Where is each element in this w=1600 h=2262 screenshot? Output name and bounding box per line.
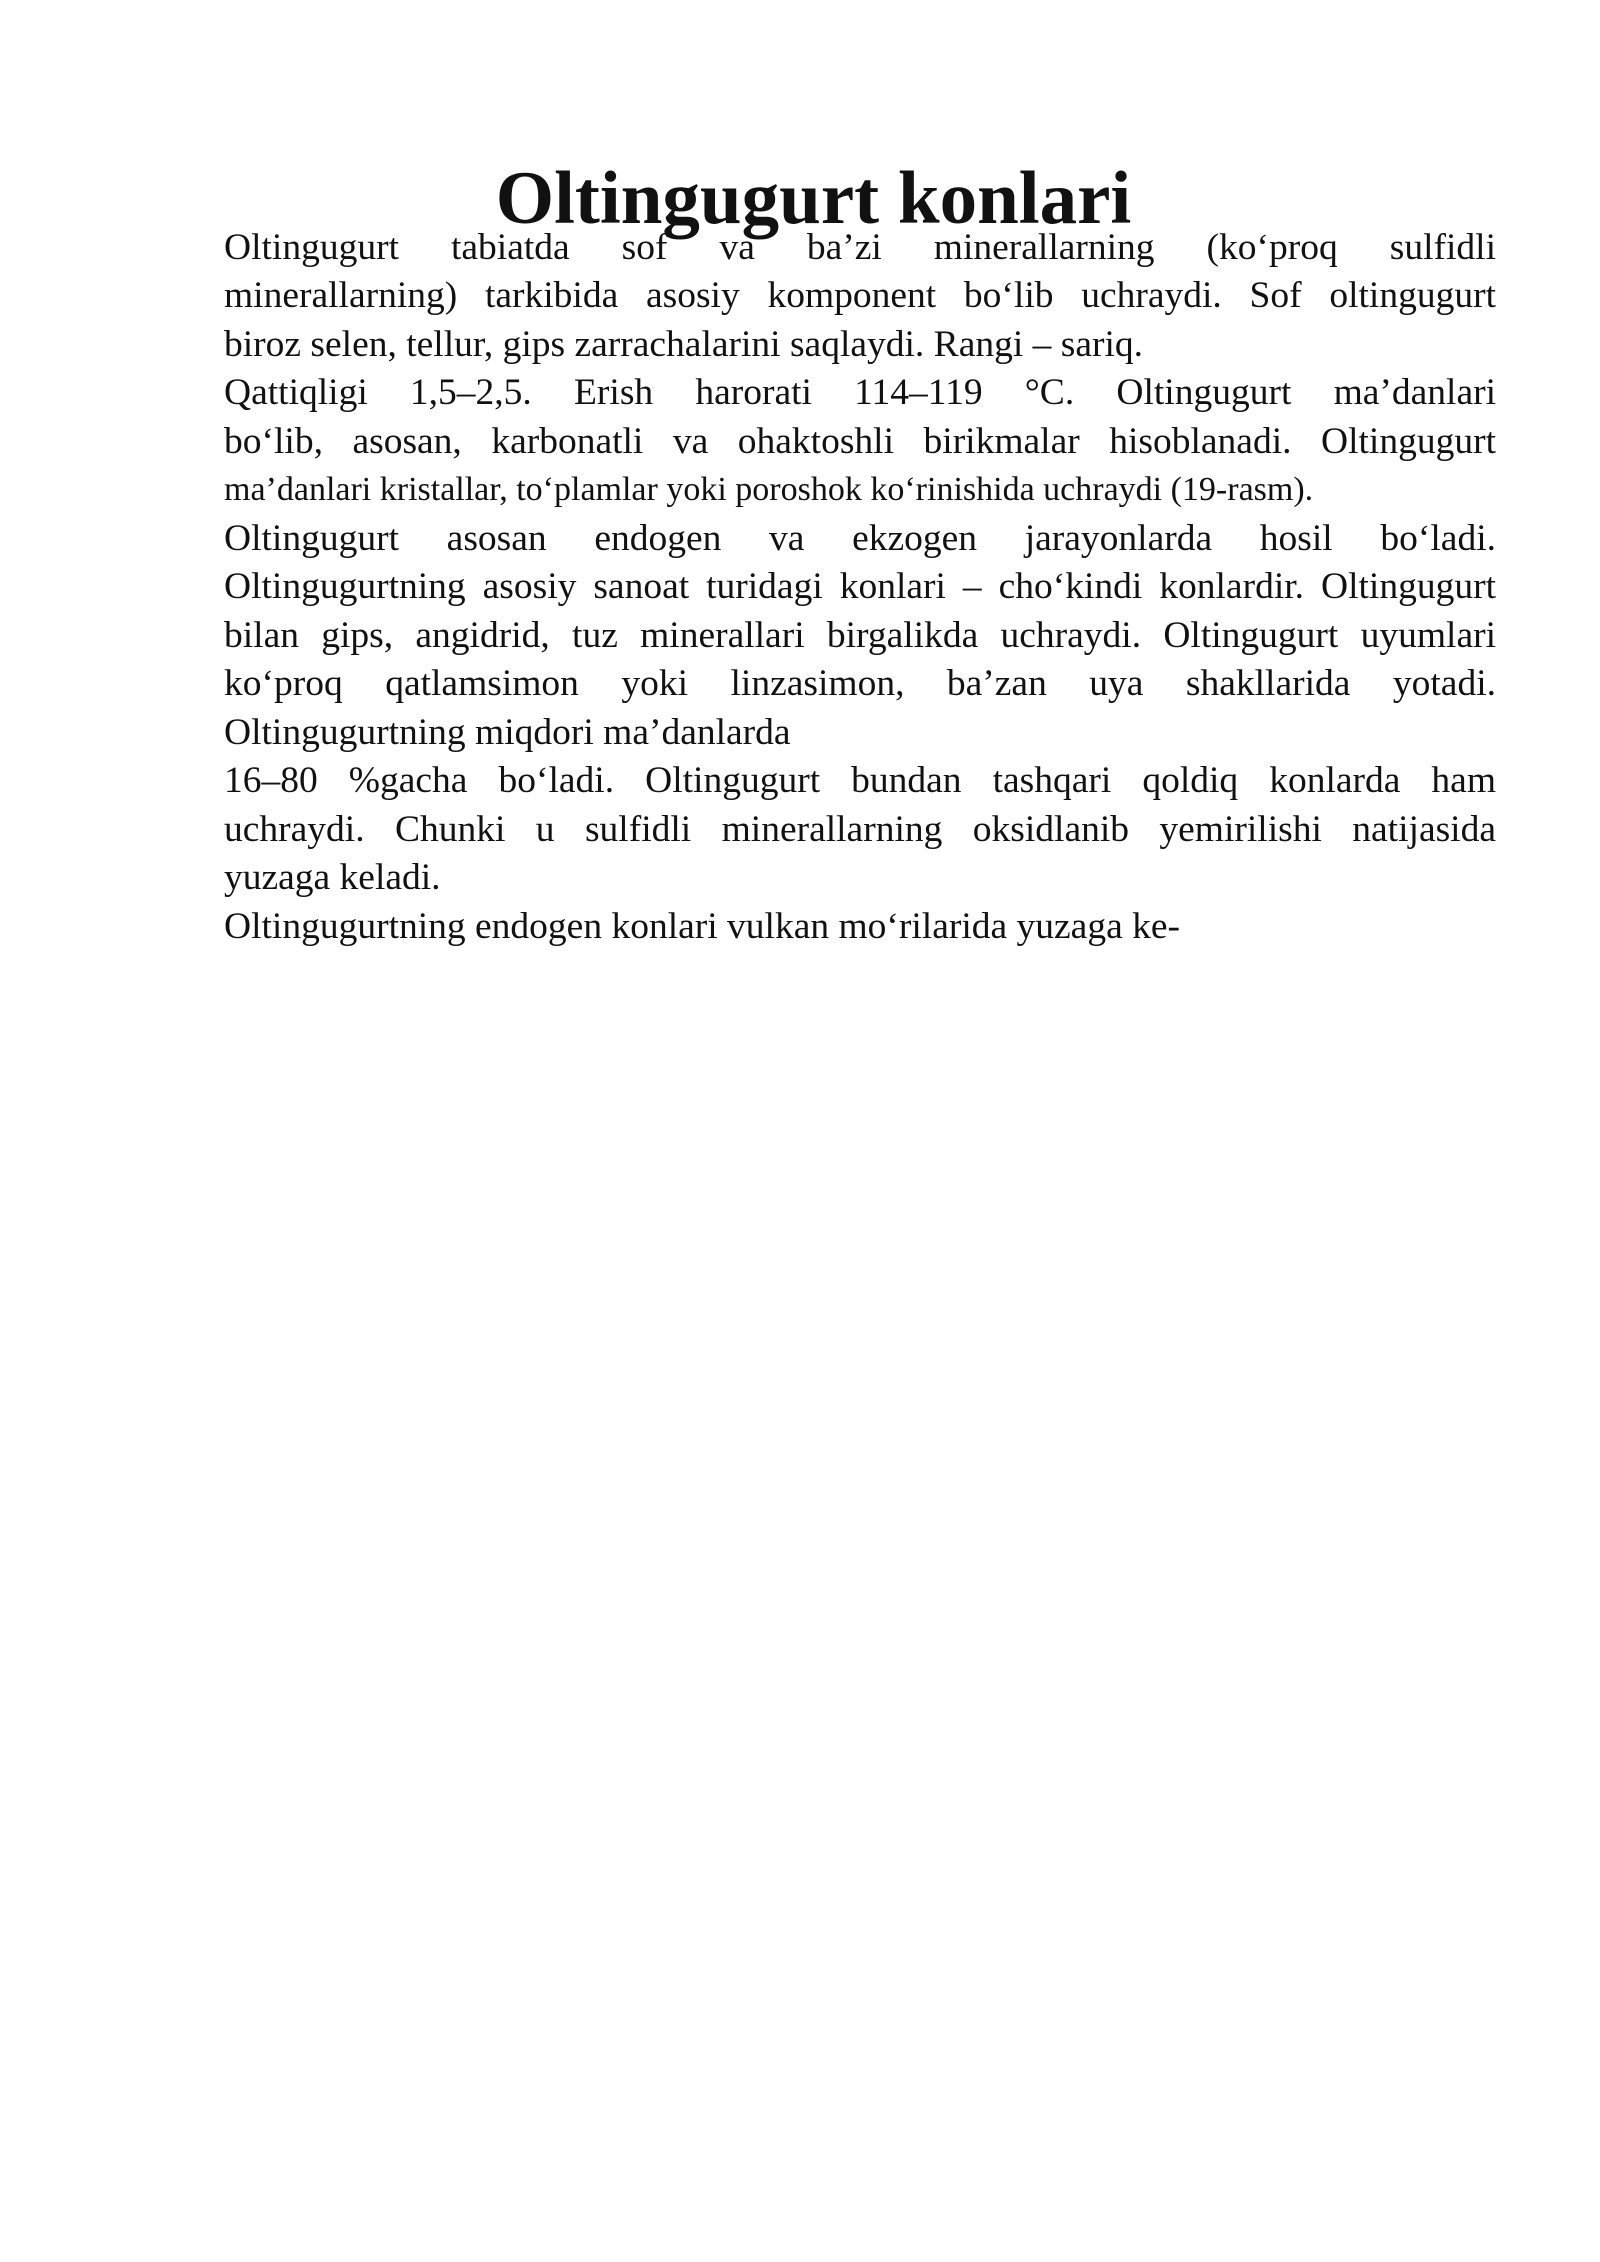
text-line: minerallarning) tarkibida asosiy komponent bo‘lib uchraydi. Sof oltingugurt bbox=[224, 275, 1496, 316]
text-line: biroz selen, tellur, gips zarrachalarini saqlaydi. Rangi – sariq. bbox=[224, 323, 1144, 365]
text-line: Oltingugurt tabiatda sof va ba’zi minerallarning (ko‘proq sulfidli bbox=[224, 226, 1496, 268]
text-line: Oltingugurtning asosiy sanoat turidagi konlari – cho‘kindi konlardir. Oltingugurt bbox=[224, 566, 1496, 607]
text-line: uchraydi. Chunki u sulfidli minerallarning oksidlanib yemirilishi natijasida bbox=[224, 808, 1496, 850]
text-line: ko‘proq qatlamsimon yoki linzasimon, ba’zan uya shakllarida yotadi. bbox=[224, 663, 1496, 704]
paragraph-4 bbox=[91, 757, 1496, 903]
text-line: Oltingugurtning miqdori ma’danlarda bbox=[224, 711, 791, 753]
text-line: bilan gips, angidrid, tuz minerallari birgalikda uchraydi. Oltingugurt uyumlari bbox=[224, 614, 1496, 656]
text-line: Oltingugurtning endogen konlari vulkan mo‘rilarida yuzaga ke- bbox=[224, 905, 1180, 947]
paragraph-2 bbox=[91, 369, 1496, 515]
document-title: Oltingugurt konlari bbox=[495, 157, 1132, 240]
text-line: Qattiqligi 1,5–2,5. Erish harorati 114–119 °C. Oltingugurt ma’danlari bbox=[224, 372, 1496, 413]
paragraph-3 bbox=[91, 515, 1496, 758]
document-page bbox=[91, 157, 1496, 951]
text-line: ma’danlari kristallar, to‘plamlar yoki poroshok ko‘rinishida uchraydi (19-rasm). bbox=[224, 471, 1314, 508]
text-line: Oltingugurt asosan endogen va ekzogen jarayonlarda hosil bo‘ladi. bbox=[224, 517, 1496, 559]
text-line: 16–80 %gacha bo‘ladi. Oltingugurt bundan tashqari qoldiq konlarda ham bbox=[224, 760, 1496, 801]
paragraph-5 bbox=[91, 903, 1496, 952]
paragraph-1 bbox=[91, 224, 1496, 370]
text-line: bo‘lib, asosan, karbonatli va ohaktoshli birikmalar hisoblanadi. Oltingugurt bbox=[224, 420, 1496, 462]
text-line: yuzaga keladi. bbox=[224, 857, 441, 898]
